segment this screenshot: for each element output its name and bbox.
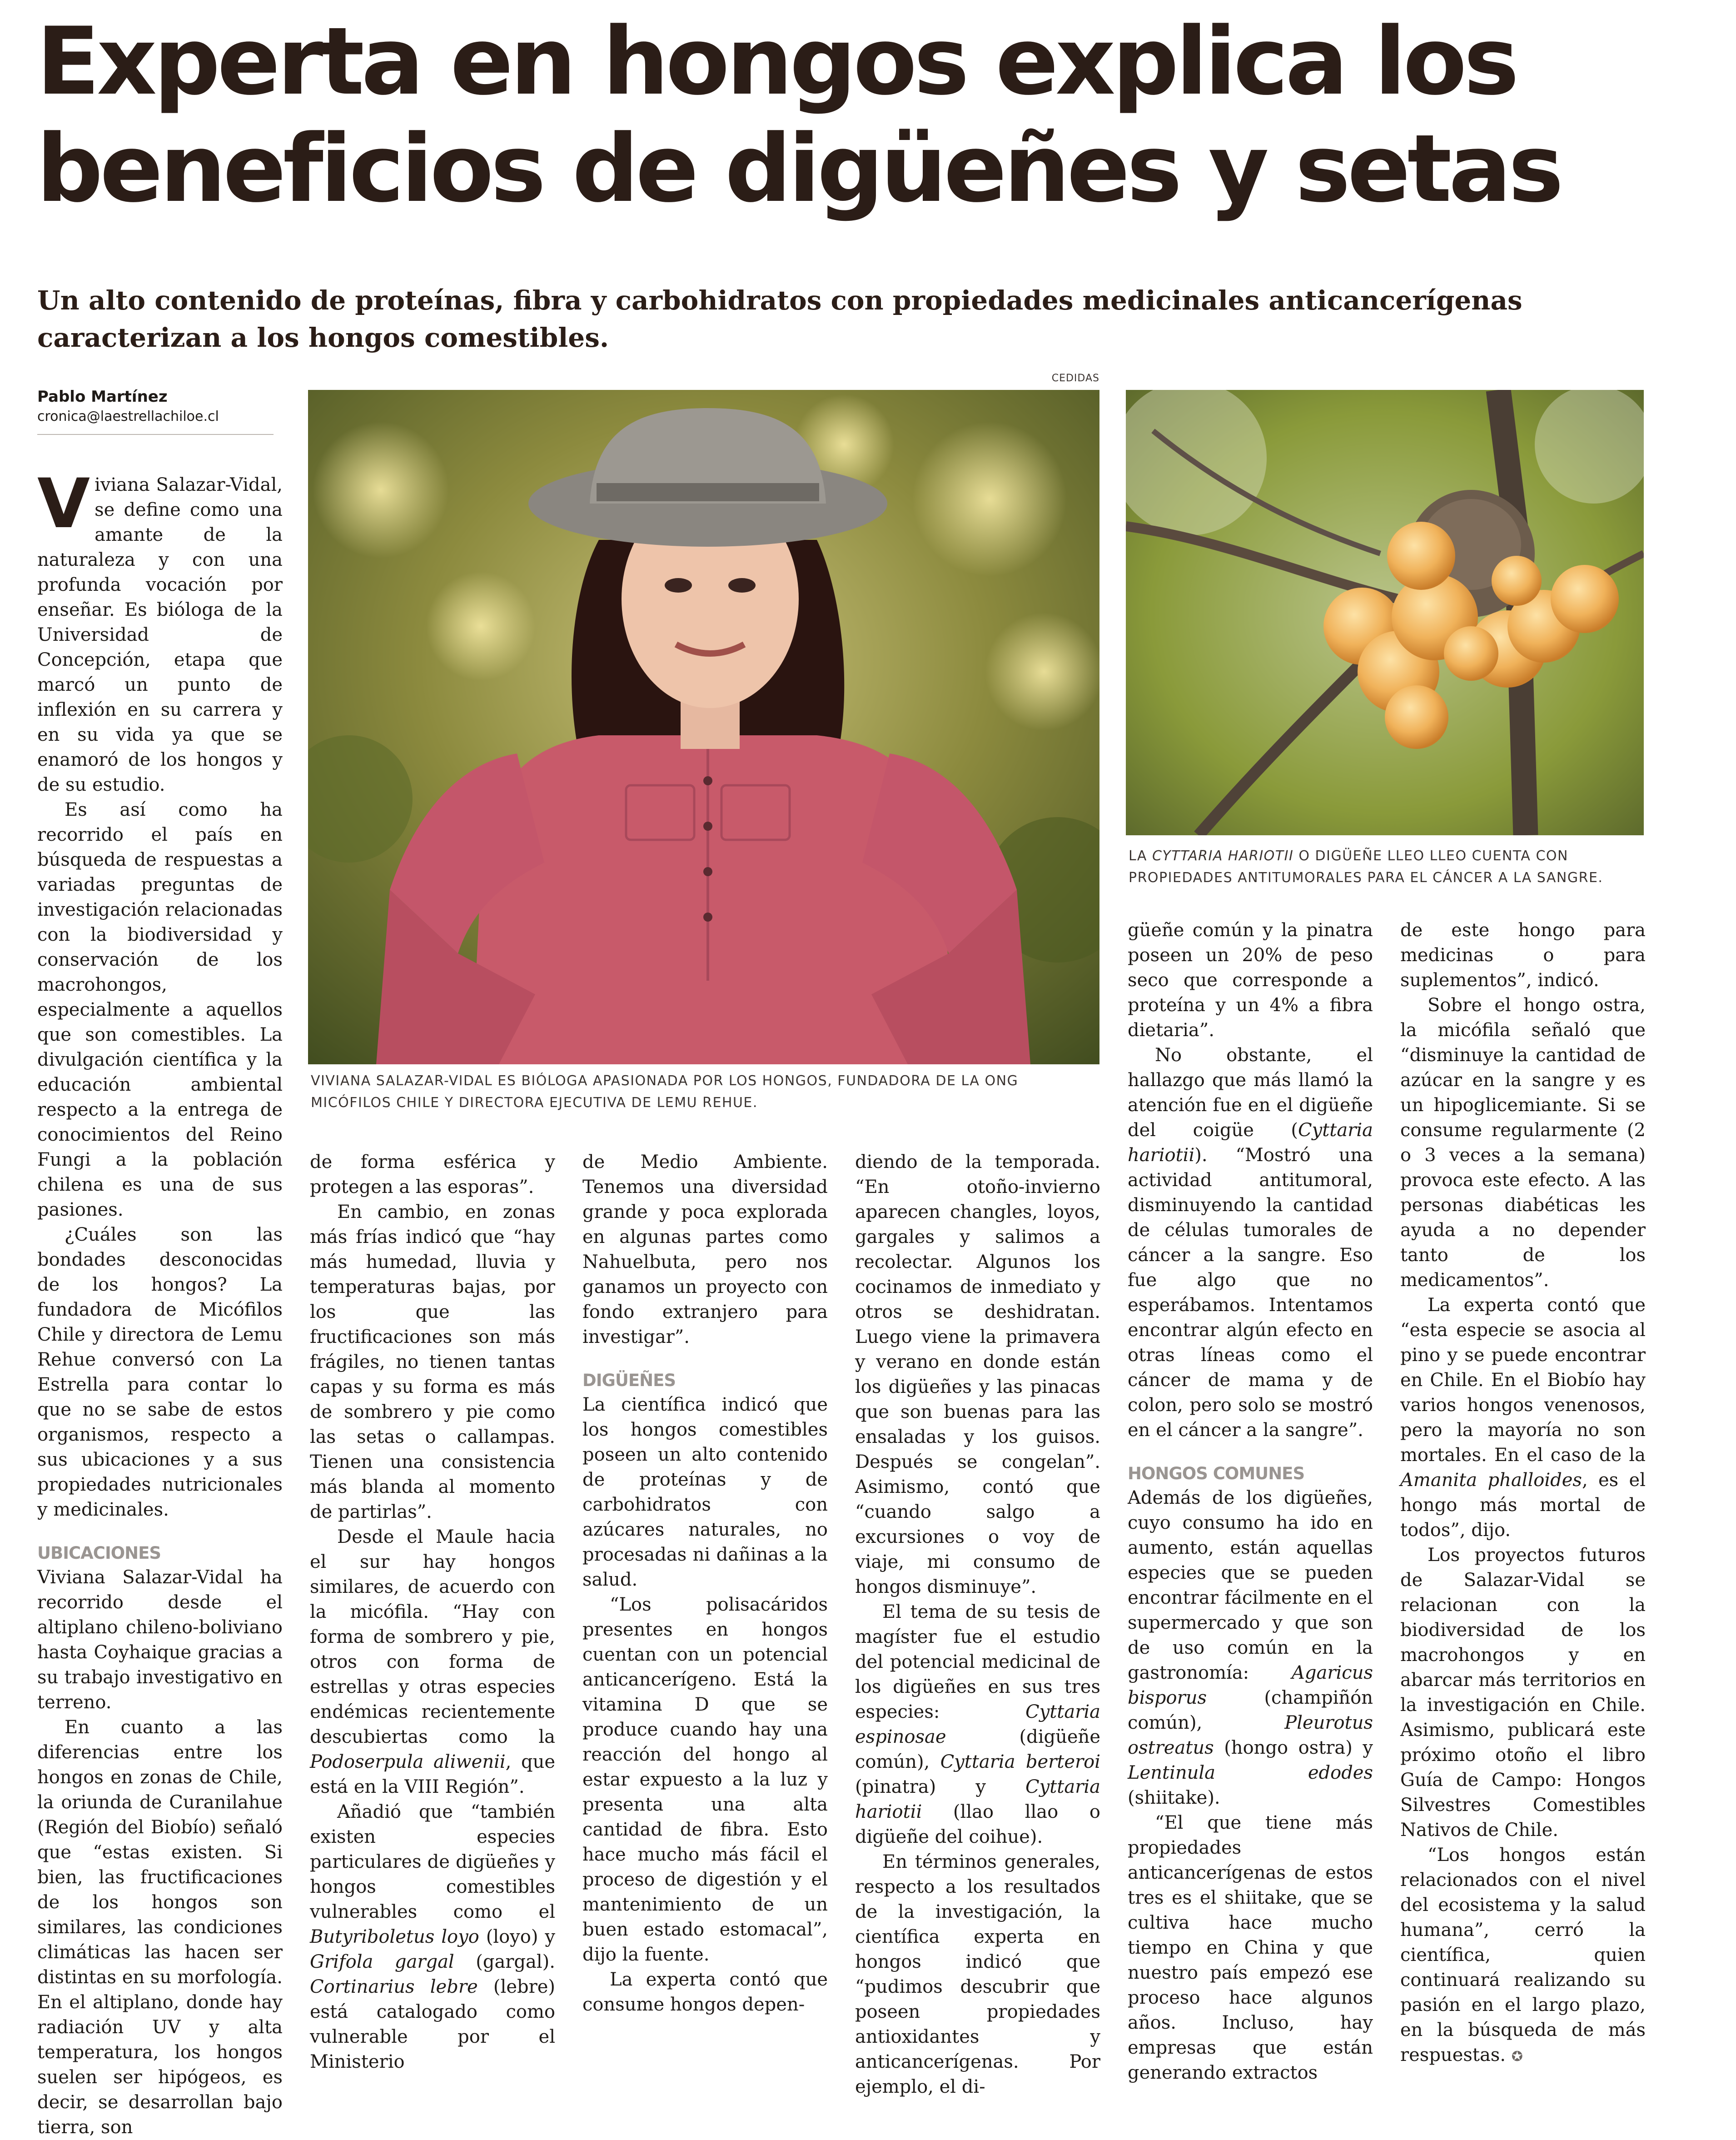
paragraph-text: ). “Mostró una actividad antitumoral, disminuyendo la cantidad de células tumorales de cáncer a la sangre. Eso fue algo que no esperábamos. Intentamos encontrar algún efecto en otras líneas como el cáncer de mama y de colon, pero solo se mostró en el cáncer a la sangre”.: [1128, 1145, 1373, 1441]
species-name: Pleurotus ostreatus: [1128, 1712, 1373, 1758]
photo-cyttaria: [1126, 390, 1644, 835]
caption-text: LA: [1129, 848, 1152, 864]
paragraph: [1128, 1043, 1373, 1443]
subhead-ubicaciones: UBICACIONES: [37, 1543, 161, 1563]
paragraph: En términos generales, respecto a los resultados de la investigación, la científica experta en hongos indicó que “pudimos descubrir que poseen propiedades antioxidantes y anticancerígenas. Por ejemplo, el di-: [855, 1851, 1100, 2097]
paragraph: [37, 464, 283, 798]
species-name: Grifola gargal: [310, 1951, 454, 1972]
byline: [37, 386, 274, 426]
paragraph-text: , es el hongo más mortal de todos”, dijo.: [1400, 1470, 1646, 1541]
paragraph: En cambio, en zonas más frías indicó que “hay más humedad, lluvia y temperaturas bajas, por los que las fructificaciones son más frágiles, no tienen tantas capas y su forma es más de sombrero y pie como las setas o callampas. Tienen una consistencia más blanda al momento de partirlas”.: [310, 1202, 555, 1522]
deck: Un alto contenido de proteínas, fibra y carbohidratos con propiedades medicinales anticancerígenas caracterizan a los hongos comestibles.: [37, 285, 1522, 353]
species-name: Lentinula edodes: [1128, 1762, 1373, 1783]
photo-credit: CEDIDAS: [1051, 373, 1099, 384]
paragraph: de forma esférica y protegen a las esporas”.: [310, 1152, 555, 1197]
star-end-icon: ✪: [1511, 2049, 1523, 2065]
paragraph-text: No obstante, el hallazgo que más llamó la atención fue en el digüeñe del coigüe (: [1128, 1045, 1373, 1141]
paragraph: diendo de la temporada. “En otoño-invierno aparecen changles, loyos, gargales y salimos a recolectar. Algunos los cocinamos de inmediato y otros se deshidratan. Luego viene la primavera y verano en donde están los digüeñes y las pinacas que son buenas para las ensaladas y los guisos. Después se congelan”. Asimismo, contó que “cuando salgo a excursiones o voy de viaje, mi consumo de hongos disminuye”.: [855, 1152, 1100, 1597]
paragraph: En cuanto a las diferencias entre los hongos en zonas de Chile, la oriunda de Curanilahue (Región del Biobío) señaló que “estas existen. Si bien, las fructificaciones de los hongos son similares, las condiciones climáticas las hacen ser distintas en su morfología. En el altiplano, donde hay radiación UV y alta temperatura, los hongos suelen ser hipógeos, es decir, se desarrollan bajo tierra, son: [37, 1717, 283, 2138]
paragraph: [855, 1600, 1100, 1850]
paragraph: [1128, 1486, 1373, 1811]
paragraph: La científica indicó que los hongos comestibles poseen un alto contenido de proteínas y de carbohidratos con azúcares naturales, no procesadas ni dañinas a la salud.: [582, 1394, 828, 1590]
drop-cap: V: [37, 464, 90, 544]
subhead-hongos-comunes: HONGOS COMUNES: [1128, 1464, 1305, 1483]
paragraph-text: Además de los digüeñes, cuyo consumo ha ido en aumento, están aquellas especies que se pueden encontrar fácilmente en el supermercado y que son de uso común en la gastronomía:: [1128, 1487, 1373, 1683]
photo-biologist: [308, 390, 1099, 1064]
paragraph-text: Desde el Maule hacia el sur hay hongos similares, de acuerdo con la micófila. “Hay con forma de sombrero y pie, otros con forma de estrellas y otras especies endémicas recientemente descubiertas como la: [310, 1526, 555, 1747]
paragraph-text: (hongo ostra) y: [1214, 1737, 1373, 1758]
paragraph: de este hongo para medicinas o para suplementos”, indicó.: [1400, 920, 1646, 991]
species-name: Cyttaria hariotii: [1128, 1120, 1373, 1166]
paragraph: [310, 1800, 555, 2075]
photo-cyttaria-image: [1126, 390, 1644, 835]
subhead-diguenes: DIGÜEÑES: [582, 1371, 676, 1390]
paragraph-text: (champiñón común),: [1128, 1687, 1373, 1733]
paragraph-text: , que está en la VIII Región”.: [310, 1751, 556, 1797]
paragraph: Los proyectos futuros de Salazar-Vidal se relacionan con la biodiversidad de los macrohongos y en abarcar más territorios en la investigación en Chile. Asimismo, publicará este próximo otoño el libro Guía de Campo: Hongos Silvestres Comestibles Nativos de Chile.: [1400, 1545, 1646, 1841]
paragraph-text: (digüeñe común),: [855, 1726, 1100, 1772]
species-name: Cortinarius lebre: [310, 1976, 478, 1997]
photo-cyttaria-caption: [1129, 845, 1646, 889]
caption-text: O DIGÜEÑE LLEO LLEO CUENTA CON PROPIEDADES ANTITUMORALES PARA EL CÁNCER A LA SANGRE.: [1129, 848, 1603, 886]
paragraph-text: (llao llao o digüeñe del coihue).: [855, 1801, 1100, 1847]
paragraph: [1400, 1843, 1646, 2069]
author-name: Pablo Martínez: [37, 388, 168, 406]
species-name: Amanita phalloides: [1400, 1470, 1582, 1491]
species-name: Butyriboletus loyo: [310, 1926, 479, 1947]
paragraph: ¿Cuáles son las bondades desconocidas de los hongos? La fundadora de Micófilos Chile y directora de Lemu Rehue conversó con La Estrella para contar lo que no se sabe de estos organismos, respecto a sus ubicaciones y a sus propiedades nutricionales y medicinales.: [37, 1224, 283, 1520]
species-name: Podoserpula aliwenii: [310, 1751, 506, 1772]
paragraph: “Los polisacáridos presentes en hongos cuentan con un potencial anticancerígeno. Está la vitamina D que se produce cuando hay una reacción del hongo al estar expuesto a la luz y presenta una alta cantidad de fibra. Esto hace mucho más fácil el proceso de digestión y el mantenimiento de un buen estado estomacal”, dijo la fuente.: [582, 1594, 828, 1965]
paragraph: La experta contó que consume hongos depen-: [582, 1969, 828, 2015]
paragraph: Sobre el hongo ostra, la micófila señaló que “disminuye la cantidad de azúcar en la sangre y es un hipoglicemiante. Si se consume regularmente (2 o 3 veces a la semana) provoca este efecto. A las personas diabéticas les ayuda a no depender tanto de los medicamentos”.: [1400, 995, 1646, 1291]
caption-species: CYTTARIA HARIOTII: [1152, 848, 1294, 864]
body-column-1: [37, 464, 283, 2140]
paragraph-text: “Los hongos están relacionados con el nivel del ecosistema y la salud humana”, cerró la científica, quien continuará realizando su pasión en el largo plazo, en la búsqueda de más respuestas.: [1400, 1845, 1646, 2065]
body-column-4: [855, 1150, 1100, 2100]
paragraph-text: iviana Salazar-Vidal, se define como una amante de la naturaleza y con una profunda vocación por enseñar. Es bióloga de la Universidad de Concepción, etapa que marcó un punto de inflexión en su carrera y en su vida ya que se enamoró de los hongos y de su estudio.: [37, 474, 283, 795]
headline: Experta en hongos explica los beneficios de digüeñes y setas: [36, 8, 1561, 223]
paragraph: güeñe común y la pinatra poseen un 20% de peso seco que corresponde a proteína y un 4% a fibra dietaria”.: [1128, 920, 1373, 1041]
author-email: cronica@laestrellachiloe.cl: [37, 409, 219, 424]
paragraph-text: (pinatra) y: [855, 1776, 1026, 1797]
species-name: Cyttaria hariotii: [855, 1776, 1100, 1822]
body-column-2: [310, 1150, 555, 2075]
paragraph: “El que tiene más propiedades anticancerígenas de estos tres es el shiitake, que se cultiva hace mucho tiempo en China y que nuestro país empezó ese proceso hace algunos años. Incluso, hay empresas que están generando extractos: [1128, 1812, 1373, 2083]
paragraph: [1400, 1293, 1646, 1543]
paragraph-text: Añadió que “también existen especies particulares de digüeñes y hongos comestibles vulnerables como el: [310, 1801, 555, 1922]
photo-biologist-caption: VIVIANA SALAZAR-VIDAL ES BIÓLOGA APASIONADA POR LOS HONGOS, FUNDADORA DE LA ONG MICÓFILOS CHILE Y DIRECTORA EJECUTIVA DE LEMU REHUE.: [311, 1073, 1019, 1111]
body-column-3: [582, 1150, 828, 2017]
paragraph-text: (gargal).: [454, 1951, 555, 1972]
paragraph-text: La experta contó que “esta especie se asocia al pino y se puede encontrar en Chile. En el Biobío hay varios hongos venenosos, pero la mayoría no son mortales. En el caso de la: [1400, 1295, 1646, 1466]
paragraph: [310, 1525, 555, 1800]
species-name: Cyttaria berteroi: [940, 1751, 1100, 1772]
paragraph-text: El tema de su tesis de magíster fue el estudio del potencial medicinal de los digüeñes en sus tres especies:: [855, 1601, 1100, 1722]
paragraph: de Medio Ambiente. Tenemos una diversidad grande y poca explorada en algunas partes como Nahuelbuta, pero nos ganamos un proyecto con fondo extranjero para investigar”.: [582, 1152, 828, 1347]
paragraph: Viviana Salazar-Vidal ha recorrido desde el altiplano chileno-boliviano hasta Coyhaique gracias a su trabajo investigativo en terreno.: [37, 1567, 283, 1713]
paragraph: Es así como ha recorrido el país en búsqueda de respuestas a variadas preguntas de investigación relacionadas con la biodiversidad y conservación de los macrohongos, especialmente a aquellos que son comestibles. La divulgación científica y la educación ambiental respecto a la entrega de conocimientos del Reino Fungi a la población chilena es una de sus pasiones.: [37, 799, 283, 1220]
species-name: Cyttaria espinosae: [855, 1701, 1100, 1747]
paragraph-text: (loyo) y: [479, 1926, 556, 1947]
byline-divider: [37, 434, 274, 435]
paragraph-text: (lebre) está catalogado como vulnerable por el Ministerio: [310, 1976, 555, 2072]
species-name: Agaricus bisporus: [1128, 1662, 1373, 1708]
paragraph-text: (shiitake).: [1128, 1787, 1220, 1808]
photo-biologist-image: [308, 390, 1099, 1064]
body-column-6: [1400, 918, 1646, 2069]
body-column-5: [1128, 918, 1373, 2085]
